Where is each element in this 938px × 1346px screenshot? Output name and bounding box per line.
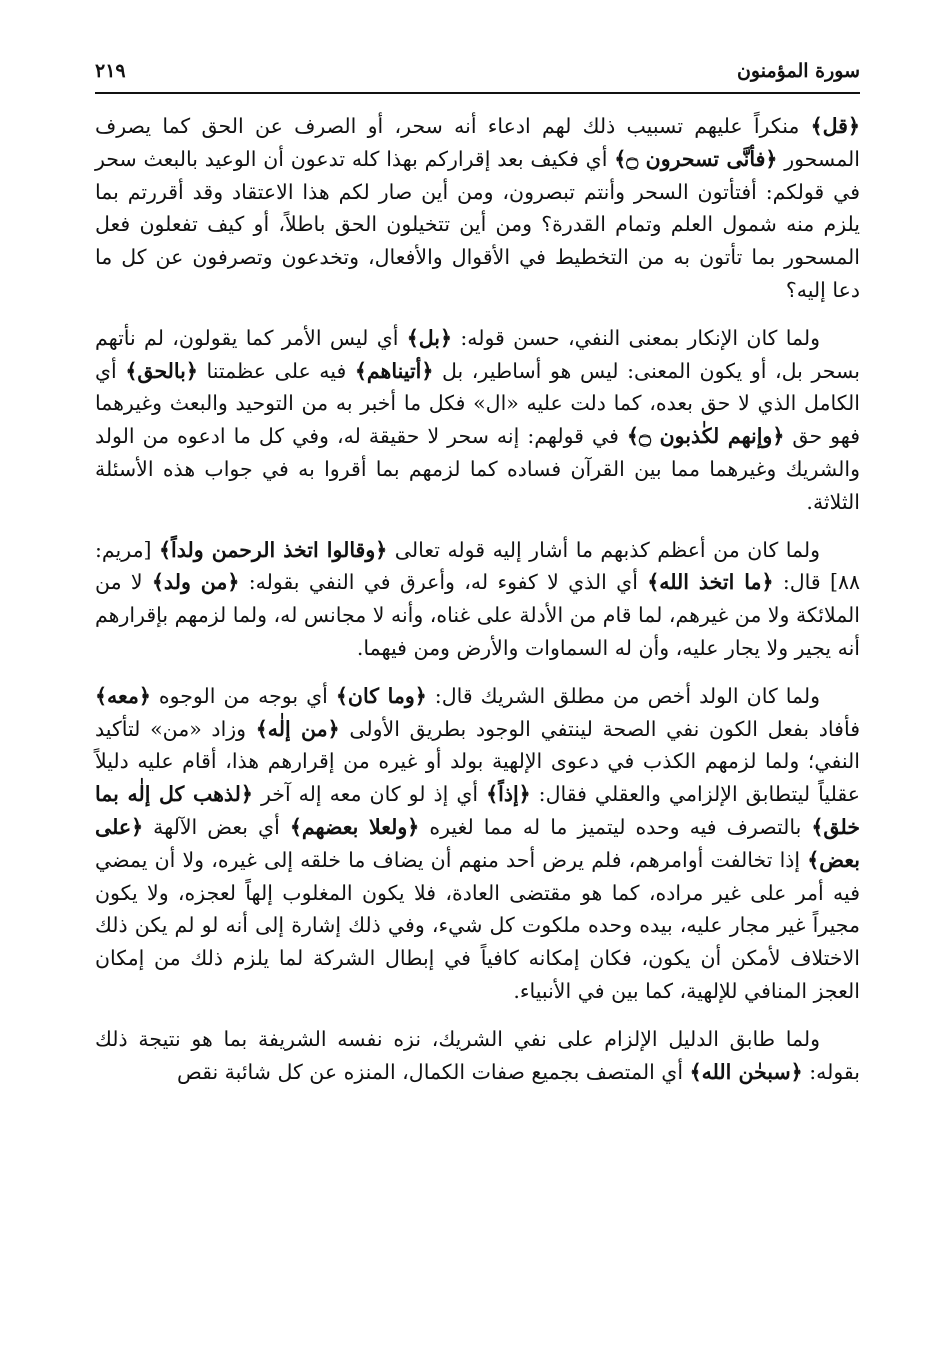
paragraph — [95, 110, 860, 307]
text-run: بالتصرف فيه وحده ليتميز ما له مما لغيره — [419, 814, 812, 839]
quran-quote: ﴿وقالوا اتخذ الرحمن ولداً﴾ — [159, 537, 388, 562]
quran-quote: ﴿أتيناهم﴾ — [354, 358, 434, 383]
text-run: لا من الملائكة ولا من غيرهم، لما قام من الأدلة على غناه، وأنه لا مجانس له، ولما لزمهم بإقرارهم أنه يجير ولا يجار عليه، وأن له السماوات والأرض ومن فيهما. — [95, 570, 860, 660]
paragraph — [95, 1023, 860, 1089]
quran-quote: ﴿على بعض﴾ — [95, 814, 860, 872]
text-run: أي ليس الأمر كما يقولون، لم نأتهم بسحر بل، أو يكون المعنى: ليس هو أساطير، بل — [95, 325, 860, 383]
text-run: ولما كان الولد أخص من مطلق الشريك قال: — [426, 683, 821, 708]
quran-quote: ﴿سبحٰن الله﴾ — [689, 1059, 803, 1084]
quran-quote: ﴿إذاً﴾ — [486, 782, 531, 807]
page-header — [95, 58, 860, 94]
text-run: ولما كان الإنكار بمعنى النفي، حسن قوله: — [452, 325, 820, 350]
quran-quote: ﴿وإنهم لكٰذبون ۝﴾ — [626, 424, 785, 449]
text-run: وزاد «من» لتأكيد النفي؛ ولما لزمهم الكذب في دعوى الإلهية بولد أو غيره من إقرارهم هذا، أقام عليه دليلاً عقلياً ليتطابق الإلزامي والعقلي فقال: — [95, 716, 860, 807]
text-run: فأفاد بفعل الكون نفي الصحة لينتفي الوجود بطريق الأولى — [339, 716, 861, 741]
quran-quote: ﴿بالحق﴾ — [125, 358, 198, 383]
text-run: منكراً عليهم تسبيب ذلك لهم ادعاء أنه سحر، أو الصرف عن الحق كما يصرف المسحور — [95, 114, 860, 171]
text-run: أي إذ لو كان معه إله آخر — [252, 782, 487, 807]
quran-quote: ﴿ما اتخذ الله﴾ — [647, 570, 774, 595]
text-run: أي بوجه من الوجوه — [150, 683, 336, 708]
paragraph — [95, 680, 860, 1008]
quran-quote: ﴿قل﴾ — [810, 114, 860, 138]
surah-title: سورة المؤمنون — [736, 60, 860, 82]
text-run: أي الذي لا كفوء له، وأعرق في النفي بقوله: — [239, 570, 648, 595]
text-run: إذا تخالفت أوامرهم، فلم يرض أحد منهم أن يضاف ما خلقه إلى غيره، ولا أن يمضي فيه أمر على غير مراده، كما هو مقتضى العادة، فلا يكون المغلوب إلهاً لعجزه، ولا يكون مجيراً غير مجار عليه، بيده وحده ملكوت كل شيء، وفي ذلك إشارة إلى أنه لو لم يكن ذلك الاختلاف لأمكن أن يكون، فكان إمكانه كافياً في إبطال الشركة لما يلزم ذلك من إمكان العجز المنافي للإلهية، كما بين في الأنبياء. — [95, 847, 860, 1003]
text-run: فيه على عظمتنا — [197, 358, 355, 383]
text-run: أي المتصف بجميع صفات الكمال، المنزه عن كل شائبة نقص — [176, 1059, 690, 1084]
quran-quote: ﴿بل﴾ — [406, 325, 453, 350]
quran-quote: ﴿وما كان﴾ — [335, 683, 427, 708]
text-run: في قولهم: إنه سحر لا حقيقة له، وفي كل ما ادعوه من الولد والشريك وغيرهما مما بين القرآن فساده كما لزمهم بما أقروا به في جواب هذه الأسئلة الثلاثة. — [95, 424, 860, 514]
quran-quote: ﴿معه﴾ — [95, 683, 151, 708]
quran-quote: ﴿فأنَّى تسحرون ۝﴾ — [614, 146, 778, 171]
text-run: أي الكامل الذي لا حق بعده، كما دلت عليه «ال» فكل ما أخبر به من التوحيد والبعث وغيرهما فهو حق — [95, 358, 861, 449]
quran-quote: ﴿من إلٰه﴾ — [255, 716, 340, 741]
text-run: [مريم: ٨٨] قال: — [95, 537, 861, 595]
paragraph — [95, 322, 860, 519]
page-number: ٢١٩ — [95, 60, 126, 82]
paragraph — [95, 534, 860, 665]
text-run: أي فكيف بعد إقراركم بهذا كله تدعون أن الوعيد بالبعث سحر في قولكم: أفتأتون السحر وأنتم تبصرون، ومن أين صار لكم هذا الاعتقاد وقد أقررتم بما يلزم منه شمول العلم وتمام القدرة؟ ومن أين تتخيلون الحق باطلاً، أو كيف تفعلون فعل المسحور بما تأتون به من التخطيط في الأقوال والأفعال، وتخدعون وتصرفون عن كل ما دعا إليه؟ — [95, 146, 860, 302]
text-run: أي بعض الآلهة — [143, 814, 290, 839]
quran-quote: ﴿لذهب كل إلٰه بما خلق﴾ — [95, 782, 860, 839]
text-run: ولما طابق الدليل الإلزام على نفي الشريك، نزه نفسه الشريفة بما هو نتيجة ذلك بقوله: — [95, 1026, 860, 1084]
quran-quote: ﴿من ولد﴾ — [151, 570, 240, 595]
text-run: ولما كان من أعظم كذبهم ما أشار إليه قوله تعالى — [387, 537, 820, 562]
quran-quote: ﴿ولعلا بعضهم﴾ — [289, 814, 420, 839]
page-body — [95, 110, 860, 1103]
